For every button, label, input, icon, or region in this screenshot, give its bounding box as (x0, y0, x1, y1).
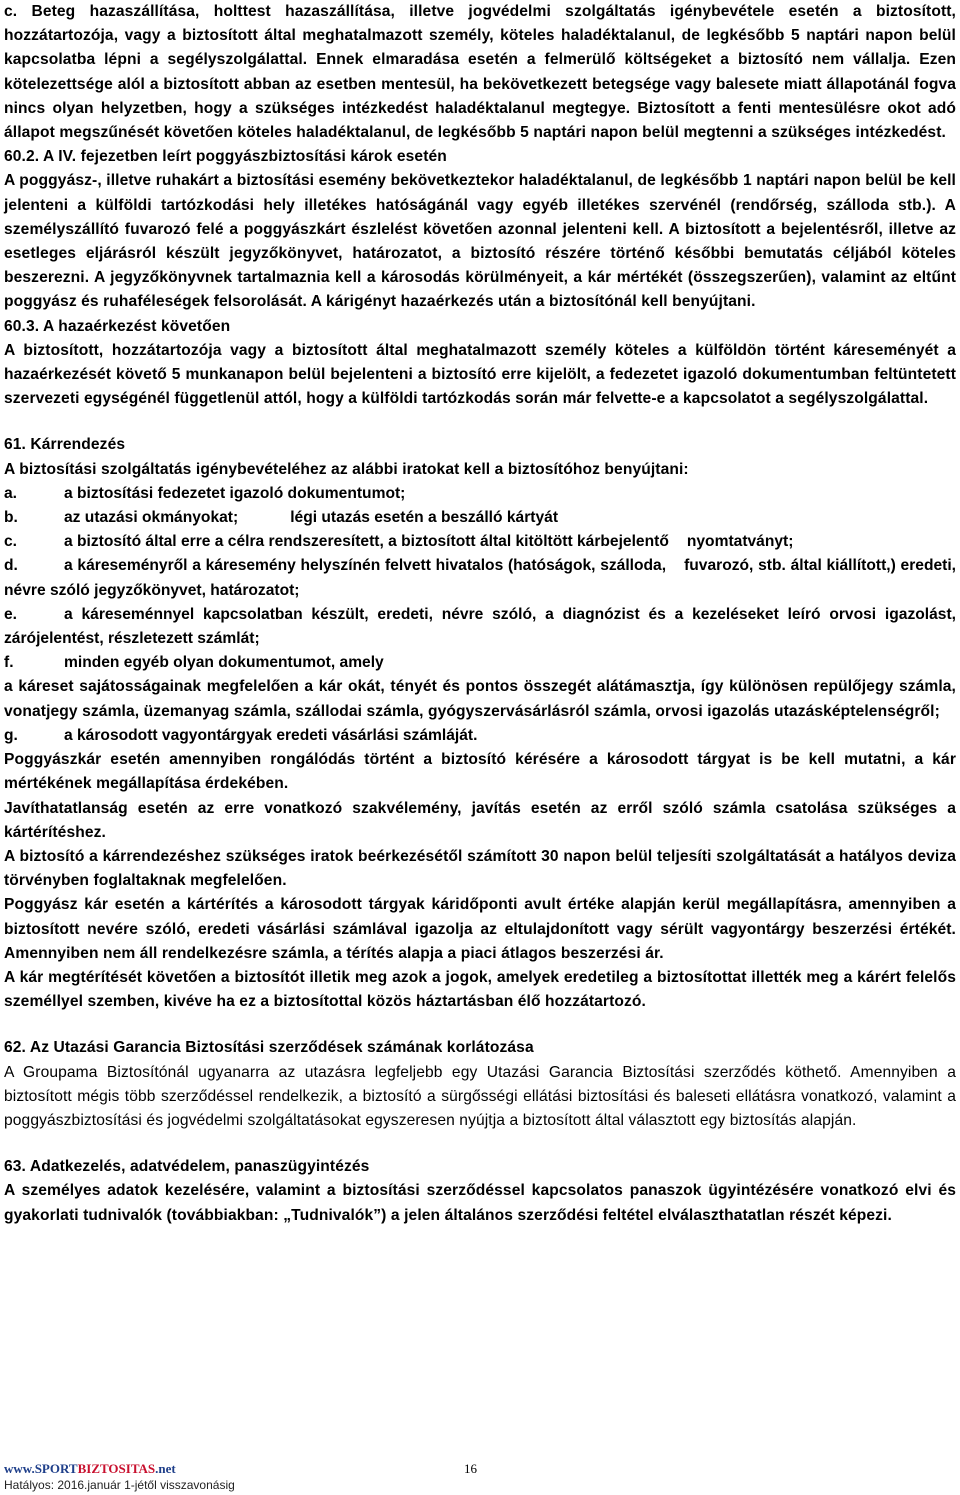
list-item-label: b. (4, 509, 18, 527)
list-item-text: a káreseményről a káresemény helyszínén felvett hivatalos (hatóságok, szálloda, (64, 557, 667, 575)
footer-url-part: www.SPORT (4, 1461, 78, 1476)
list-item-e (4, 603, 956, 651)
section-61-para-4: Poggyász kár esetén a kártérítés a károsodott tárgyak káridőponti avult értéke alapján kerül megállapításra, amennyiben a biztosított nevére szóló, eredeti vásárlási számlával igazolja az eltulajdonított vagy sérült vagyontárgy beszerzési értékét. Amennyiben nem áll rendelkezésre számla, a térítés alapja a piaci átlagos beszerzési ár. (4, 896, 956, 962)
footer-validity-text: Hatályos: 2016.január 1-jétől visszavonásig (4, 1478, 235, 1492)
list-item-text: minden egyéb olyan dokumentumot, amely (64, 654, 384, 672)
list-item-text: a biztosítási fedezetet igazoló dokumentumot; (64, 484, 406, 502)
footer-url-part: .net (155, 1461, 176, 1476)
list-item-f (4, 651, 956, 675)
list-item-b (4, 506, 956, 530)
list-item-c (4, 530, 956, 554)
list-item-label: d. (4, 557, 18, 575)
list-item-text: a károsodott vagyontárgyak eredeti vásárlási számláját. (64, 726, 478, 744)
list-item-extra: fuvarozó, stb. által kiállított,) eredeti, névre szóló jegyzőkönyvet, határozatot; (4, 557, 957, 599)
document-page (4, 0, 956, 1228)
page-number: 16 (464, 1461, 477, 1476)
footer-url-part: BIZTOSITAS (77, 1461, 156, 1476)
list-item-a (4, 482, 956, 506)
spacer (4, 411, 956, 433)
section-61-para-3: A biztosító a kárrendezéshez szükséges iratok beérkezésétől számított 30 napon belül teljesíti szolgáltatását a hatályos deviza törvényben foglaltaknak megfelelően. (4, 847, 956, 890)
list-item-label: f. (4, 654, 14, 672)
section-62-heading: 62. Az Utazási Garancia Biztosítási szerződések számának korlátozása (4, 1039, 534, 1057)
list-item-f-continuation: a káreset sajátosságainak megfelelően a kár okát, tényét és pontos összegét alátámasztja, így különösen repülőjegy számla, vonatjegy számla, üzemanyag számla, szállodai számla, gyógyszervásárlásról számla, orvosi igazolás utazásképtelenségről; (4, 678, 956, 720)
section-60-3-text: A biztosított, hozzátartozója vagy a biztosított által meghatalmazott személy köteles a külföldön történt káreseményét a hazaérkezését követő 5 munkanapon belül bejelenteni a biztosító erre kijelölt, a fedezetet igazoló dokumentumban feltüntetett szervezeti egységénél függetlenül attól, hogy a külföldi tartózkodás során már felvette-e a kapcsolatot a segélyszolgálattal. (4, 341, 956, 408)
list-item-extra: nyomtatványt; (686, 533, 794, 551)
footer-website-link[interactable] (4, 1462, 176, 1476)
section-60-2-heading: 60.2. A IV. fejezetben leírt poggyászbiztosítási károk esetén (4, 148, 447, 166)
list-item-d (4, 554, 956, 602)
list-item-label: a. (4, 484, 18, 502)
section-61-intro: A biztosítási szolgáltatás igénybevételéhez az alábbi iratokat kell a biztosítóhoz benyújtani: (4, 460, 689, 478)
section-61-para-1: Poggyászkár esetén amennyiben rongálódás történt a biztosító kérésére a károsodott tárgyat is be kell mutatni, a kár mértékének megállapítása érdekében. (4, 751, 956, 793)
paragraph-c-intro: c. Beteg hazaszállítása, holttest hazaszállítása, illetve jogvédelmi szolgáltatás igénybevétele esetén a biztosított, hozzátartozója, vagy a biztosított által meghatalmazott személy, köteles haladéktalanul, de legkésőbb 5 naptári napon belül kapcsolatba lépni a segélyszolgálattal. Ennek elmaradása esetén a felmerülő költségeket a biztosító nem vállalja. Ezen kötelezettsége alól a biztosított abban az esetben mentesül, ha bekövetkezett betegsége vagy balesete miatt állapotánál fogva nincs olyan helyzetben, hogy a szükséges intézkedést haladéktalanul megtegye. Biztosított a fenti mentesülésre okot adó állapot megszűnését követően köteles haladéktalanul, de legkésőbb 5 naptári napon belül megtenni a szükséges intézkedést. (4, 3, 956, 142)
list-item-label: c. (4, 533, 18, 551)
spacer (4, 1014, 956, 1036)
section-63-heading: 63. Adatkezelés, adatvédelem, panaszügyintézés (4, 1158, 370, 1176)
list-item-text: a káreseménnyel kapcsolatban készült, eredeti, névre szóló, a diagnózist és a kezeléseket leíró orvosi igazolást, zárójelentést, részletezett számlát; (4, 605, 956, 648)
section-63-text: A személyes adatok kezelésére, valamint a biztosítási szerződéssel kapcsolatos panaszok ügyintézésére vonatkozó elvi és gyakorlati tudnivalók (továbbiakban: „Tudnivalók”) a jelen általános szerződési feltétel elválaszthatatlan részét képezi. (4, 1182, 956, 1224)
page-footer (4, 1462, 956, 1495)
spacer (4, 1133, 956, 1155)
section-60-2-text: A poggyász-, illetve ruhakárt a biztosítási esemény bekövetkeztekor haladéktalanul, de legkésőbb 1 naptári napon belül be kell jelenteni a külföldi tartózkodási hely illetékes hatóságánál vagy egyéb illetékes szervénél (rendőrség, szálloda stb.). A személyszállító fuvarozó felé a poggyászkárt észlelést követően azonnal jelenteni kell. A biztosított a bejelentésről, illetve az esetleges eljárásról készült jegyzőkönyvet, határozatot, a biztosító részére történő későbbi bemutatás céljából köteles beszerezni. A jegyzőkönyvnek tartalmaznia kell a károsodás körülményeit, a kár mértékét (összegszerűen), valamint az eltűnt poggyász és ruhaféleségek felsorolását. A kárigényt hazaérkezés után a biztosítónál kell benyújtani. (4, 172, 956, 311)
list-item-g (4, 724, 956, 748)
section-61-heading: 61. Kárrendezés (4, 436, 126, 454)
section-60-3-heading: 60.3. A hazaérkezést követően (4, 317, 231, 335)
section-61-para-2: Javíthatatlanság esetén az erre vonatkozó szakvélemény, javítás esetén az erről szóló számla csatolása szükséges a kártérítéshez. (4, 799, 956, 841)
list-item-extra: légi utazás esetén a beszálló kártyát (290, 509, 559, 527)
list-item-label: e. (4, 605, 18, 623)
list-item-text: a biztosító által erre a célra rendszeresített, a biztosított által kitöltött kárbejelentő (64, 533, 669, 551)
list-item-label: g. (4, 726, 18, 744)
list-item-text: az utazási okmányokat; (64, 509, 239, 527)
section-62-text: A Groupama Biztosítónál ugyanarra az utazásra legfeljebb egy Utazási Garancia Biztosítási szerződés köthető. Amennyiben a biztosított mégis több szerződéssel rendelkezik, a biztosító a sürgősségi ellátási biztosítási és baleseti ellátásra vonatkozó, valamint a poggyászbiztosítási és jogvédelmi szolgáltatásokat egyszeresen nyújtja a biztosított által választott egy biztosítás alapján. (4, 1063, 956, 1129)
section-61-para-5: A kár megtérítését követően a biztosítót illetik meg azok a jogok, amelyek eredetileg a biztosítottat illették meg a kárért felelős személlyel szemben, kivéve ha ez a biztosítottal közös háztartásban élő hozzátartozó. (4, 968, 956, 1011)
